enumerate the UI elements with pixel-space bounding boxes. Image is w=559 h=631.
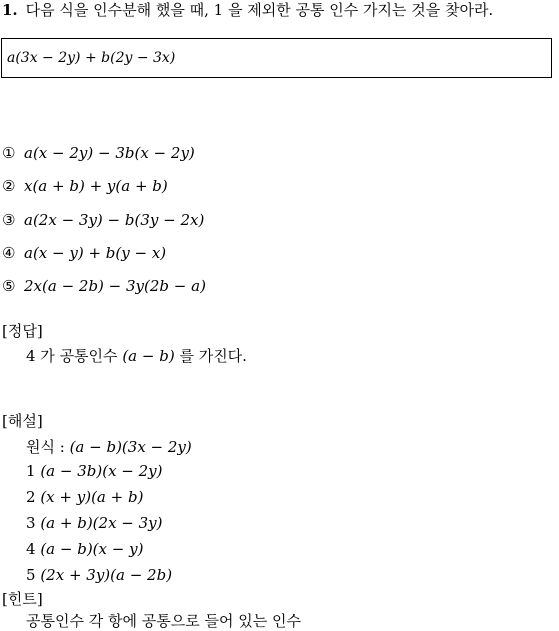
choice-expression: a(2x − 3y) − b(3y − 2x) xyxy=(24,211,205,229)
choice-3[interactable] xyxy=(2,211,204,229)
hint-heading: [힌트] xyxy=(2,590,43,608)
answer-heading: [정답] xyxy=(2,322,43,340)
explanation-original xyxy=(26,436,192,457)
explanation-line-2 xyxy=(26,488,143,506)
line-expression: (a + b)(2x − 3y) xyxy=(40,514,163,532)
answer-text xyxy=(26,345,247,366)
question-text: 다음 식을 인수분해 했을 때, 1 을 제외한 공통 인수 가지는 것을 찾아라. xyxy=(25,1,494,19)
expression-box xyxy=(1,38,552,78)
given-expression: a(3x − 2y) + b(2y − 3x) xyxy=(7,50,176,66)
choice-expression: a(x − 2y) − 3b(x − 2y) xyxy=(24,144,195,162)
line-number: 2 xyxy=(26,488,36,506)
line-expression: (2x + 3y)(a − 2b) xyxy=(40,566,173,584)
choice-1[interactable] xyxy=(2,144,195,162)
line-number: 5 xyxy=(26,566,36,584)
answer-suffix: 를 가진다. xyxy=(174,347,247,365)
explanation-line-5 xyxy=(26,566,172,584)
original-expression: (a − b)(3x − 2y) xyxy=(69,438,192,456)
question-number: 1. xyxy=(2,1,18,19)
explanation-line-3 xyxy=(26,514,163,532)
choice-mark: ① xyxy=(2,144,16,162)
choice-expression: 2x(a − 2b) − 3y(2b − a) xyxy=(24,277,206,295)
choice-expression: a(x − y) + b(y − x) xyxy=(24,244,167,262)
hint-text: 공통인수 각 항에 공통으로 들어 있는 인수 xyxy=(26,612,301,630)
line-expression: (a − b)(x − y) xyxy=(40,540,144,558)
line-number: 1 xyxy=(26,462,36,480)
line-number: 3 xyxy=(26,514,36,532)
line-expression: (x + y)(a + b) xyxy=(40,488,144,506)
answer-prefix: 4 가 공통인수 xyxy=(26,347,123,365)
line-number: 4 xyxy=(26,540,36,558)
choice-mark: ② xyxy=(2,177,16,195)
choice-expression: x(a + b) + y(a + b) xyxy=(24,177,168,195)
original-label: 원식 : xyxy=(26,438,70,456)
answer-math: (a − b) xyxy=(122,347,175,365)
choice-4[interactable] xyxy=(2,244,166,262)
choice-mark: ③ xyxy=(2,211,16,229)
choice-mark: ④ xyxy=(2,244,16,262)
explanation-line-1 xyxy=(26,462,163,480)
choice-mark: ⑤ xyxy=(2,277,16,295)
choice-5[interactable] xyxy=(2,277,206,295)
explanation-heading: [해설] xyxy=(2,412,43,430)
question xyxy=(2,0,557,20)
explanation-line-4 xyxy=(26,540,143,558)
choice-2[interactable] xyxy=(2,177,168,195)
line-expression: (a − 3b)(x − 2y) xyxy=(40,462,163,480)
